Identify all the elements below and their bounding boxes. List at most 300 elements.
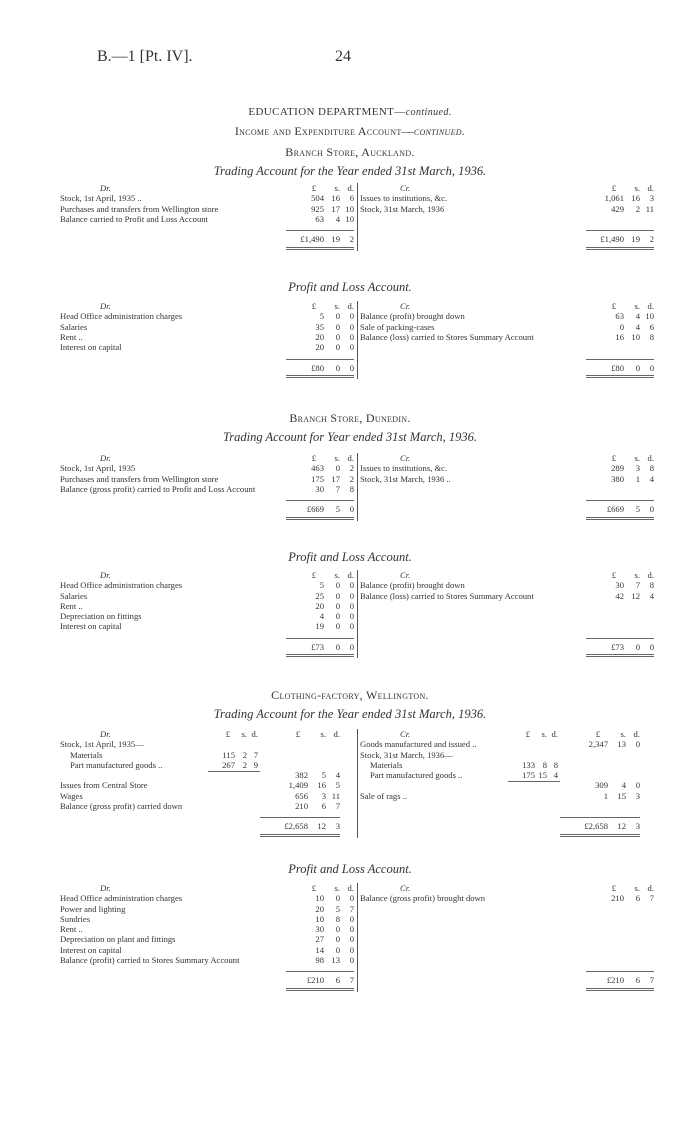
amount-pounds: 2,347 (588, 739, 608, 750)
cr-column (360, 301, 654, 342)
total-shillings: 0 (635, 641, 640, 652)
pence-header: d. (647, 883, 654, 893)
amount-pence: 10 (345, 213, 354, 224)
row-label: Issues from Central Store (60, 780, 148, 791)
row-label: Stock, 1st April, 1935— (60, 739, 144, 750)
ledger-row (360, 311, 654, 321)
amount-shillings: 0 (335, 311, 340, 322)
row-label: Balance (gross profit) brought down (360, 893, 486, 904)
row-label: Stock, 31st March, 1936— (360, 749, 453, 760)
amount-pounds: 25 (315, 590, 324, 601)
total-pence: 3 (635, 821, 640, 832)
pound-header: £ (311, 183, 316, 193)
pence-header: d. (347, 883, 354, 893)
amount-shillings: 5 (321, 770, 326, 781)
amount-shillings: 13 (331, 955, 340, 966)
amount-pence: 4 (649, 590, 654, 601)
ledger-row (60, 934, 354, 944)
ledger-row (60, 342, 354, 352)
amount-shillings: 0 (335, 934, 340, 945)
total-shillings: 0 (335, 362, 340, 373)
cr-header-row (360, 570, 654, 580)
row-label: Power and lighting (60, 903, 126, 914)
amount-pounds: 210 (295, 801, 308, 812)
pound-header: £ (295, 729, 300, 739)
pence-header: d. (347, 570, 354, 580)
total-pounds: £2,658 (584, 821, 608, 832)
row-label: Rent .. (60, 331, 83, 342)
amount-pence: 0 (349, 342, 354, 353)
amount-shillings: 7 (335, 483, 340, 494)
total-pounds: £210 (606, 975, 624, 986)
total-pence: 0 (649, 362, 654, 373)
pound-header: £ (611, 883, 616, 893)
inner-amount-pence: 4 (553, 770, 558, 781)
dr-total-rule (286, 500, 354, 501)
amount-shillings: 3 (321, 790, 326, 801)
pence-header: d. (647, 453, 654, 463)
dr-total-rule (286, 971, 354, 972)
cr-total-rule (586, 230, 654, 231)
cr-header-row (360, 883, 654, 893)
amount-pence: 0 (349, 924, 354, 935)
amount-shillings: 6 (635, 893, 640, 904)
inner-amount-pounds: 115 (222, 749, 235, 760)
amount-pounds: 19 (315, 621, 324, 632)
cr-column (360, 453, 654, 484)
ledger-row (60, 924, 354, 934)
total-shillings: 5 (635, 504, 640, 515)
row-label: Issues to institutions, &c. (360, 193, 448, 204)
ledger-row (60, 311, 354, 321)
row-label: Purchases and transfers from Wellington store (60, 473, 219, 484)
amount-shillings: 16 (631, 193, 640, 204)
column-divider (357, 183, 358, 251)
dr-column (60, 301, 354, 352)
amount-pence: 10 (645, 311, 654, 322)
row-label: Balance (gross profit) carried to Profit and Loss Account (60, 483, 256, 494)
shilling-header: s. (334, 301, 340, 311)
cr-total-double-rule (586, 375, 654, 378)
amount-pounds: 63 (315, 213, 324, 224)
shilling-header: s. (634, 183, 640, 193)
row-label: Interest on capital (60, 342, 122, 353)
ledger-row (60, 484, 354, 494)
dr-column (60, 883, 354, 965)
cr-total-double-rule (586, 517, 654, 520)
amount-pence: 7 (335, 801, 340, 812)
total-shillings: 19 (631, 234, 640, 245)
amount-pence: 8 (349, 483, 354, 494)
shilling-header: s. (334, 183, 340, 193)
ledger-row (60, 621, 354, 631)
amount-shillings: 0 (335, 321, 340, 332)
total-shillings: 12 (317, 821, 326, 832)
cr-label: Cr. (400, 570, 411, 580)
cr-column (360, 183, 654, 214)
amount-pence: 11 (645, 203, 654, 214)
amount-pounds: 5 (319, 580, 324, 591)
ledger-row (60, 739, 354, 749)
row-label: Balance (loss) carried to Stores Summary Account (360, 331, 534, 342)
total-shillings: 5 (335, 504, 340, 515)
row-label: Wages (60, 790, 83, 801)
ledger-row (60, 193, 354, 203)
pence-header: d. (347, 183, 354, 193)
amount-shillings: 16 (317, 780, 326, 791)
ledger-row (360, 580, 654, 590)
total-pence: 0 (349, 641, 354, 652)
cr-total-double-rule (586, 654, 654, 657)
ledger-row (60, 591, 354, 601)
ledger-row (360, 791, 654, 801)
amount-shillings: 1 (635, 473, 640, 484)
amount-pounds: 309 (595, 780, 608, 791)
row-label: Interest on capital (60, 621, 122, 632)
account-heading: Income and Expenditure Account—continued. (234, 124, 466, 138)
clothing-pl-title: Profit and Loss Account. (288, 862, 412, 876)
total-pounds: £73 (311, 641, 324, 652)
amount-shillings: 0 (335, 944, 340, 955)
dr-total-rule (286, 638, 354, 639)
column-divider (357, 883, 358, 992)
ledger-row (360, 204, 654, 214)
amount-shillings: 17 (331, 203, 340, 214)
amount-pence: 6 (349, 193, 354, 204)
cr-total-row (360, 642, 654, 652)
ledger-row (360, 591, 654, 601)
amount-pounds: 20 (315, 342, 324, 353)
amount-pence: 3 (635, 790, 640, 801)
ledger-row (360, 893, 654, 903)
amount-shillings: 2 (635, 203, 640, 214)
row-label: Purchases and transfers from Wellington store (60, 203, 219, 214)
amount-pounds: 1 (603, 790, 608, 801)
amount-shillings: 0 (335, 342, 340, 353)
column-divider (357, 453, 358, 521)
shilling-header: s. (320, 729, 326, 739)
pence-header: d. (633, 729, 640, 739)
amount-pence: 3 (649, 193, 654, 204)
report-reference: B.—1 [Pt. IV]. (97, 48, 193, 65)
cr-column (360, 883, 654, 904)
column-divider (357, 729, 358, 838)
dr-total-row (60, 234, 354, 244)
cr-total-row (360, 821, 654, 831)
pound-header: £ (311, 301, 316, 311)
amount-pounds: 63 (615, 311, 624, 322)
amount-shillings: 0 (335, 600, 340, 611)
amount-shillings: 6 (321, 801, 326, 812)
total-shillings: 6 (635, 975, 640, 986)
amount-pence: 8 (649, 463, 654, 474)
shilling-header: s. (334, 570, 340, 580)
total-pounds: £669 (306, 504, 324, 515)
amount-pounds: 27 (315, 934, 324, 945)
pound-header: £ (525, 729, 530, 739)
inner-amount-shillings: 8 (542, 759, 547, 770)
pound-header: £ (311, 570, 316, 580)
amount-pence: 0 (349, 913, 354, 924)
cr-column (360, 729, 654, 801)
pence-header: d. (347, 453, 354, 463)
pence-header: d. (251, 729, 258, 739)
row-label: Head Office administration charges (60, 580, 183, 591)
row-label: Salaries (60, 321, 88, 332)
pence-header: d. (647, 183, 654, 193)
row-label: Balance (gross profit) carried down (60, 801, 183, 812)
amount-pounds: 175 (311, 473, 324, 484)
amount-shillings: 0 (335, 590, 340, 601)
total-pounds: £2,658 (284, 821, 308, 832)
amount-shillings: 4 (635, 321, 640, 332)
total-pence: 0 (349, 504, 354, 515)
total-shillings: 19 (331, 234, 340, 245)
cr-total-row (360, 975, 654, 985)
ledger-row (60, 791, 354, 801)
amount-pounds: 0 (619, 321, 624, 332)
ledger-row (60, 801, 354, 811)
total-pounds: £1,490 (600, 234, 624, 245)
shilling-header: s. (541, 729, 547, 739)
inner-amount-shillings: 15 (538, 770, 547, 781)
row-label: Materials (370, 759, 403, 770)
ledger-row (360, 770, 654, 780)
amount-pence: 0 (349, 580, 354, 591)
amount-pounds: 382 (295, 770, 308, 781)
amount-shillings: 0 (335, 621, 340, 632)
cr-total-row (360, 363, 654, 373)
amount-pounds: 10 (315, 893, 324, 904)
dr-header-row (60, 301, 354, 311)
pound-header: £ (311, 883, 316, 893)
column-divider (357, 570, 358, 658)
shilling-header: s. (634, 883, 640, 893)
amount-pounds: 4 (319, 611, 324, 622)
ledger-row (360, 760, 654, 770)
ledger-row (60, 332, 354, 342)
dr-total-rule (260, 817, 340, 818)
row-label: Stock, 1st April, 1935 .. (60, 193, 142, 204)
cr-total-double-rule (560, 834, 640, 837)
cr-label: Cr. (400, 729, 411, 739)
dr-total-rule (286, 230, 354, 231)
ledger-row (360, 193, 654, 203)
amount-pence: 11 (331, 790, 340, 801)
ledger-row (60, 474, 354, 484)
row-label: Depreciation on fittings (60, 611, 142, 622)
dr-header-row (60, 883, 354, 893)
ledger-row (60, 780, 354, 790)
row-label: Part manufactured goods .. (70, 759, 163, 770)
amount-pounds: 20 (315, 600, 324, 611)
amount-shillings: 16 (331, 193, 340, 204)
inner-amount-shillings: 2 (242, 749, 247, 760)
amount-shillings: 15 (617, 790, 626, 801)
dr-total-double-rule (286, 517, 354, 520)
amount-pounds: 14 (315, 944, 324, 955)
dr-total-double-rule (286, 375, 354, 378)
ledger-row (360, 780, 654, 790)
amount-pounds: 35 (315, 321, 324, 332)
amount-pounds: 10 (315, 913, 324, 924)
amount-pence: 0 (635, 739, 640, 750)
dunedin-trading-title: Trading Account for Year ended 31st March, 1936. (222, 430, 478, 444)
cr-column (360, 570, 654, 601)
amount-pounds: 20 (315, 331, 324, 342)
shilling-header: s. (241, 729, 247, 739)
shilling-header: s. (334, 453, 340, 463)
amount-pounds: 429 (611, 203, 624, 214)
total-pence: 2 (349, 234, 354, 245)
shilling-header: s. (620, 729, 626, 739)
inner-amount-pence: 9 (253, 759, 258, 770)
amount-shillings: 0 (335, 331, 340, 342)
amount-pence: 10 (345, 203, 354, 214)
amount-pence: 0 (349, 600, 354, 611)
ledger-row (60, 322, 354, 332)
amount-pence: 4 (649, 473, 654, 484)
row-label: Materials (70, 749, 103, 760)
amount-pence: 6 (649, 321, 654, 332)
shilling-header: s. (634, 570, 640, 580)
amount-shillings: 8 (335, 913, 340, 924)
ledger-row (360, 322, 654, 332)
amount-shillings: 0 (335, 580, 340, 591)
inner-amount-pence: 7 (253, 749, 258, 760)
ledger-row (60, 580, 354, 590)
total-shillings: 12 (617, 821, 626, 832)
dr-total-double-rule (286, 988, 354, 991)
amount-shillings: 4 (635, 311, 640, 322)
total-pounds: £210 (306, 975, 324, 986)
amount-pence: 2 (349, 473, 354, 484)
amount-shillings: 5 (335, 903, 340, 914)
pound-header: £ (225, 729, 230, 739)
amount-pounds: 30 (315, 924, 324, 935)
dr-total-row (60, 504, 354, 514)
pound-header: £ (611, 301, 616, 311)
clothing-heading: Clothing-factory, Wellington. (271, 688, 429, 702)
shilling-header: s. (634, 453, 640, 463)
ledger-row (60, 601, 354, 611)
auckland-heading: Branch Store, Auckland. (285, 145, 415, 159)
row-label: Salaries (60, 590, 88, 601)
total-pence: 2 (649, 234, 654, 245)
amount-pence: 0 (349, 934, 354, 945)
total-pounds: £1,490 (300, 234, 324, 245)
cr-total-rule (560, 817, 640, 818)
dr-header-row (60, 729, 354, 739)
dr-total-row (60, 975, 354, 985)
total-pounds: £80 (311, 362, 324, 373)
amount-pounds: 42 (615, 590, 624, 601)
row-label: Stock, 31st March, 1936 (360, 203, 445, 214)
cr-total-double-rule (586, 988, 654, 991)
total-pounds: £669 (606, 504, 624, 515)
ledger-row (60, 214, 354, 224)
cr-label: Cr. (400, 883, 411, 893)
pound-header: £ (611, 183, 616, 193)
total-pounds: £73 (611, 641, 624, 652)
ledger-row (360, 332, 654, 342)
cr-total-row (360, 504, 654, 514)
pound-header: £ (611, 453, 616, 463)
row-label: Head Office administration charges (60, 311, 183, 322)
cr-total-rule (586, 359, 654, 360)
amount-pence: 0 (349, 331, 354, 342)
amount-pounds: 210 (611, 893, 624, 904)
ledger-row (60, 893, 354, 903)
amount-pence: 0 (349, 893, 354, 904)
dr-label: Dr. (100, 883, 111, 893)
amount-shillings: 13 (617, 739, 626, 750)
amount-pounds: 1,061 (604, 193, 624, 204)
row-label: Issues to institutions, &c. (360, 463, 448, 474)
amount-pence: 0 (349, 590, 354, 601)
amount-pence: 4 (335, 770, 340, 781)
dr-total-double-rule (260, 834, 340, 837)
inner-amount-pence: 8 (553, 759, 558, 770)
amount-shillings: 0 (335, 611, 340, 622)
amount-pence: 8 (649, 331, 654, 342)
dr-label: Dr. (100, 301, 111, 311)
ledger-row (360, 474, 654, 484)
ledger-row (60, 770, 354, 780)
amount-shillings: 12 (631, 590, 640, 601)
department-heading: EDUCATION DEPARTMENT—continued. (248, 106, 452, 118)
amount-shillings: 4 (335, 213, 340, 224)
row-label: Balance (profit) carried to Stores Summary Account (60, 955, 240, 966)
ledger-row (60, 945, 354, 955)
amount-pounds: 463 (311, 463, 324, 474)
row-label: Rent .. (60, 600, 83, 611)
row-label: Balance (profit) brought down (360, 580, 465, 591)
page-number: 24 (335, 48, 351, 65)
dr-header-row (60, 183, 354, 193)
dr-column (60, 729, 354, 811)
row-label: Stock, 1st April, 1935 (60, 463, 136, 474)
row-label: Stock, 31st March, 1936 .. (360, 473, 451, 484)
amount-shillings: 3 (635, 463, 640, 474)
ledger-row (60, 204, 354, 214)
dr-column (60, 183, 354, 224)
amount-pence: 2 (349, 463, 354, 474)
row-label: Balance (loss) carried to Stores Summary Account (360, 590, 534, 601)
ledger-row (60, 904, 354, 914)
amount-pounds: 1,409 (288, 780, 308, 791)
total-pence: 0 (649, 504, 654, 515)
cr-total-rule (586, 500, 654, 501)
ledger-row (360, 739, 654, 749)
row-label: Sale of rags .. (360, 790, 408, 801)
dr-total-double-rule (286, 247, 354, 250)
shilling-header: s. (334, 883, 340, 893)
amount-pence: 0 (349, 621, 354, 632)
column-divider (357, 301, 358, 379)
inner-amount-pounds: 175 (522, 770, 535, 781)
amount-pence: 7 (349, 903, 354, 914)
amount-pence: 0 (349, 944, 354, 955)
amount-pounds: 380 (611, 473, 624, 484)
pound-header: £ (611, 570, 616, 580)
clothing-trading-title: Trading Account for the Year ended 31st March, 1936. (213, 707, 487, 721)
dr-label: Dr. (100, 453, 111, 463)
total-pence: 0 (649, 641, 654, 652)
pence-header: d. (333, 729, 340, 739)
auckland-pl-title: Profit and Loss Account. (288, 280, 412, 294)
dr-label: Dr. (100, 729, 111, 739)
